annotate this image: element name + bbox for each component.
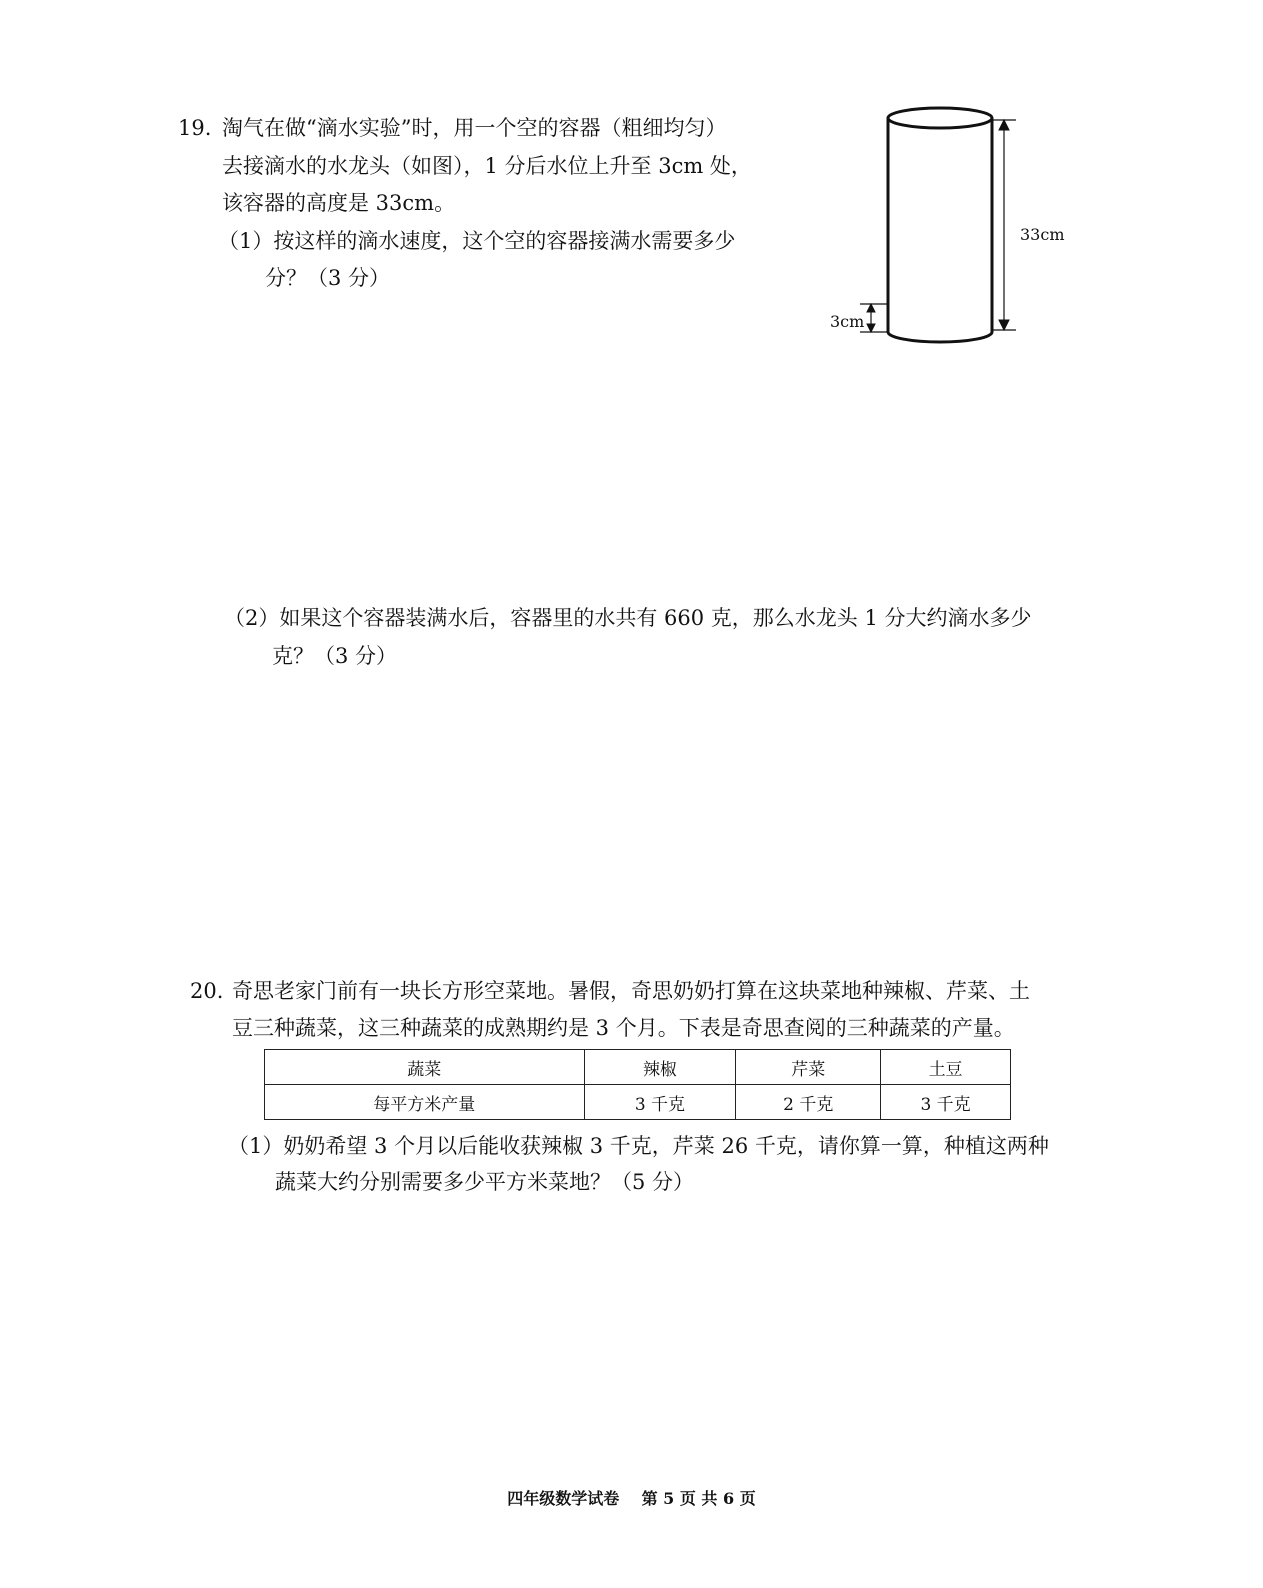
container-diagram <box>820 100 1080 350</box>
question-19-text-line-1: 淘气在做“滴水实验”时，用一个空的容器（粗细均匀） <box>222 116 727 140</box>
table-header-cell: 芹菜 <box>736 1050 881 1085</box>
water-label: 3cm <box>830 312 865 331</box>
table-cell: 3 千克 <box>584 1085 736 1120</box>
question-20-number: 20. <box>190 979 224 1003</box>
question-19-number: 19. <box>178 116 212 140</box>
question-19-text-line-2: 去接滴水的水龙头（如图），1 分后水位上升至 3cm 处， <box>222 154 752 178</box>
table-header-cell: 辣椒 <box>584 1050 736 1085</box>
question-19-sub-2-line-2: 克？（3 分） <box>272 644 398 668</box>
question-20-sub-1-line-1: （1）奶奶希望 3 个月以后能收获辣椒 3 千克，芹菜 26 千克，请你算一算，种植这两种 <box>228 1134 1049 1158</box>
table-header-cell: 土豆 <box>881 1050 1011 1085</box>
table-cell: 每平方米产量 <box>265 1085 585 1120</box>
question-19-sub-1-line-2: 分？（3 分） <box>265 266 391 290</box>
table-header-row <box>265 1050 1011 1085</box>
question-19-text-line-3: 该容器的高度是 33cm。 <box>222 191 456 215</box>
height-label: 33cm <box>1020 225 1065 244</box>
question-20-sub-1-line-2: 蔬菜大约分别需要多少平方米菜地？（5 分） <box>275 1170 695 1194</box>
cylinder <box>888 108 992 342</box>
page-footer: 四年级数学试卷 第 5 页 共 6 页 <box>507 1489 756 1508</box>
question-20-text-line-1: 奇思老家门前有一块长方形空菜地。暑假，奇思奶奶打算在这块菜地种辣椒、芹菜、土 <box>232 979 1030 1003</box>
vegetable-yield-table <box>264 1049 1011 1120</box>
table-row <box>265 1085 1011 1120</box>
question-19-sub-2-line-1: （2）如果这个容器装满水后，容器里的水共有 660 克，那么水龙头 1 分大约滴水多少 <box>224 606 1032 630</box>
height-dimension <box>992 120 1016 330</box>
table-cell: 2 千克 <box>736 1085 881 1120</box>
question-19-sub-1-line-1: （1）按这样的滴水速度，这个空的容器接满水需要多少 <box>218 229 736 253</box>
question-20-text-line-2: 豆三种蔬菜，这三种蔬菜的成熟期约是 3 个月。下表是奇思查阅的三种蔬菜的产量。 <box>232 1016 1015 1040</box>
table-header-cell: 蔬菜 <box>265 1050 585 1085</box>
table-cell: 3 千克 <box>881 1085 1011 1120</box>
